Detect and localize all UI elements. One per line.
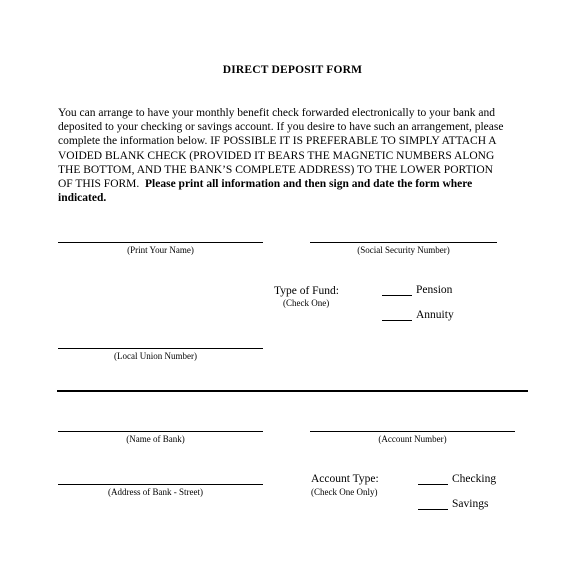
instructions-line	[58, 177, 538, 191]
bank-name-field[interactable]	[58, 431, 263, 432]
section-divider	[57, 390, 528, 392]
instructions-text: OF THIS FORM.	[58, 178, 140, 191]
annuity-checkbox[interactable]	[382, 310, 412, 321]
pension-checkbox[interactable]	[382, 285, 412, 296]
fund-option-annuity[interactable]	[382, 309, 454, 321]
form-title: DIRECT DEPOSIT FORM	[222, 64, 363, 76]
local-union-field[interactable]	[58, 348, 263, 349]
checking-label: Checking	[452, 473, 497, 485]
form-instructions	[58, 106, 538, 205]
pension-label: Pension	[416, 284, 453, 296]
instructions-line: THE BOTTOM, AND THE BANK’S COMPLETE ADDRESS) TO THE LOWER PORTION	[58, 163, 493, 176]
savings-checkbox[interactable]	[418, 499, 448, 510]
instructions-line: indicated.	[58, 192, 107, 205]
bank-name-caption: (Name of Bank)	[126, 434, 185, 444]
fund-option-pension[interactable]	[382, 284, 452, 296]
checking-checkbox[interactable]	[418, 474, 448, 485]
account-number-field[interactable]	[310, 431, 515, 432]
fund-type-label: Type of Fund:	[274, 285, 339, 297]
savings-label: Savings	[452, 498, 489, 510]
instructions-line: deposited to your checking or savings account. If you desire to have such an arrangement, please	[58, 121, 504, 134]
bank-address-caption: (Address of Bank - Street)	[108, 487, 203, 497]
instructions-line: VOIDED BLANK CHECK (PROVIDED IT BEARS THE MAGNETIC NUMBERS ALONG	[58, 149, 495, 162]
local-union-caption: (Local Union Number)	[114, 351, 197, 361]
account-number-caption: (Account Number)	[378, 434, 447, 444]
instructions-emphasis: Please print all information and then sign and date the form where	[145, 178, 473, 191]
annuity-label: Annuity	[416, 309, 454, 321]
print-name-field[interactable]	[58, 242, 263, 243]
account-type-label: Account Type:	[311, 473, 379, 485]
account-type-hint: (Check One Only)	[311, 487, 378, 497]
instructions-line: complete the information below. IF POSSIBLE IT IS PREFERABLE TO SIMPLY ATTACH A	[58, 135, 497, 148]
instructions-line: You can arrange to have your monthly benefit check forwarded electronically to your bank and	[58, 107, 495, 119]
fund-type-hint: (Check One)	[283, 298, 330, 308]
print-name-caption: (Print Your Name)	[127, 245, 194, 255]
ssn-caption: (Social Security Number)	[357, 245, 450, 255]
account-option-checking[interactable]	[418, 473, 496, 485]
bank-address-field[interactable]	[58, 484, 263, 485]
ssn-field[interactable]	[310, 242, 497, 243]
account-option-savings[interactable]	[418, 498, 488, 510]
